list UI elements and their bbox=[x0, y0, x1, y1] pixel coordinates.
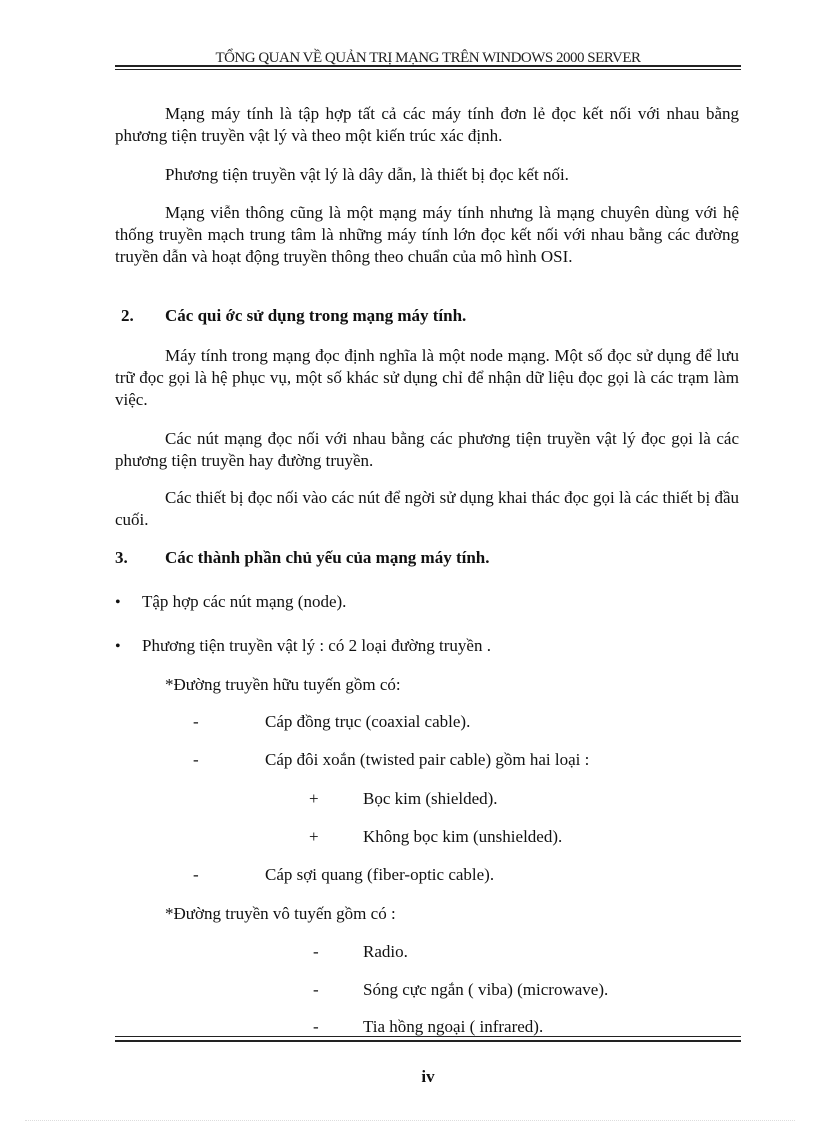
header-rule bbox=[115, 65, 741, 67]
bullet-icon: • bbox=[115, 594, 121, 611]
dash-marker: - bbox=[313, 942, 319, 961]
paragraph: Mạng máy tính là tập hợp tất cả các máy tính đơn lẻ đọc kết nối với nhau bằng phương tiện truyền vật lý và theo một kiến trúc xác định. bbox=[115, 104, 739, 145]
section-title: Các thành phần chủ yếu của mạng máy tính. bbox=[165, 548, 490, 567]
wired-title: *Đường truyền hữu tuyến gồm có: bbox=[165, 675, 401, 694]
section-heading-3 bbox=[115, 548, 490, 568]
section-number: 2. bbox=[121, 306, 134, 325]
list-item: Cáp đôi xoắn (twisted pair cable) gồm hai loại : bbox=[265, 750, 590, 769]
list-item: Bọc kim (shielded). bbox=[363, 789, 498, 808]
bullet-text: Tập hợp các nút mạng (node). bbox=[142, 592, 347, 611]
list-item: Không bọc kim (unshielded). bbox=[363, 827, 563, 846]
bullet-text: Phương tiện truyền vật lý : có 2 loại đường truyền . bbox=[142, 636, 491, 655]
section-title: Các qui ớc sử dụng trong mạng máy tính. bbox=[165, 306, 467, 325]
list-item: Cáp đồng trục (coaxial cable). bbox=[265, 712, 471, 731]
section-heading-2 bbox=[115, 306, 466, 326]
paragraph: Các thiết bị đọc nối vào các nút để ngời sử dụng khai thác đọc gọi là các thiết bị đầu cuối. bbox=[115, 488, 739, 529]
page-edge-divider bbox=[25, 1120, 795, 1121]
dash-marker: - bbox=[313, 1017, 319, 1036]
paragraph: Các nút mạng đọc nối với nhau bằng các phương tiện truyền vật lý đọc gọi là các phương tiện truyền hay đường truyền. bbox=[115, 429, 739, 470]
page-header: TỔNG QUAN VỀ QUẢN TRỊ MẠNG TRÊN WINDOWS 2000 SERVER bbox=[215, 50, 641, 66]
wireless-title: *Đường truyền vô tuyến gồm có : bbox=[165, 904, 396, 923]
plus-marker: + bbox=[309, 827, 319, 846]
dash-marker: - bbox=[193, 865, 199, 884]
paragraph: Phương tiện truyền vật lý là dây dẫn, là thiết bị đọc kết nối. bbox=[165, 165, 569, 184]
header-rule-thin bbox=[115, 69, 741, 70]
bullet-icon: • bbox=[115, 638, 121, 655]
list-item: Cáp sợi quang (fiber-optic cable). bbox=[265, 865, 495, 884]
dash-marker: - bbox=[313, 980, 319, 999]
dash-marker: - bbox=[193, 750, 199, 769]
footer-rule-thin bbox=[115, 1036, 741, 1037]
bullet-item bbox=[115, 636, 491, 656]
plus-marker: + bbox=[309, 789, 319, 808]
footer-rule bbox=[115, 1040, 741, 1042]
paragraph: Mạng viễn thông cũng là một mạng máy tính nhưng là mạng chuyên dùng với hệ thống truyền mạch trung tâm là những máy tính lớn đọc kết nối với nhau bằng các đường truyền dẫn và hoạt động truyền thông theo chuẩn của mô hình OSI. bbox=[115, 203, 739, 266]
bullet-item bbox=[115, 592, 346, 612]
page-number: iv bbox=[421, 1067, 435, 1086]
dash-marker: - bbox=[193, 712, 199, 731]
list-item: Sóng cực ngắn ( viba) (microwave). bbox=[363, 980, 609, 999]
paragraph: Máy tính trong mạng đọc định nghĩa là một node mạng. Một số đọc sử dụng để lưu trữ đọc gọi là hệ phục vụ, một số khác sử dụng chỉ để nhận dữ liệu đọc gọi là các trạm làm việc. bbox=[115, 346, 739, 409]
list-item: Radio. bbox=[363, 942, 408, 961]
section-number: 3. bbox=[115, 548, 128, 567]
list-item: Tia hồng ngoại ( infrared). bbox=[363, 1017, 544, 1036]
